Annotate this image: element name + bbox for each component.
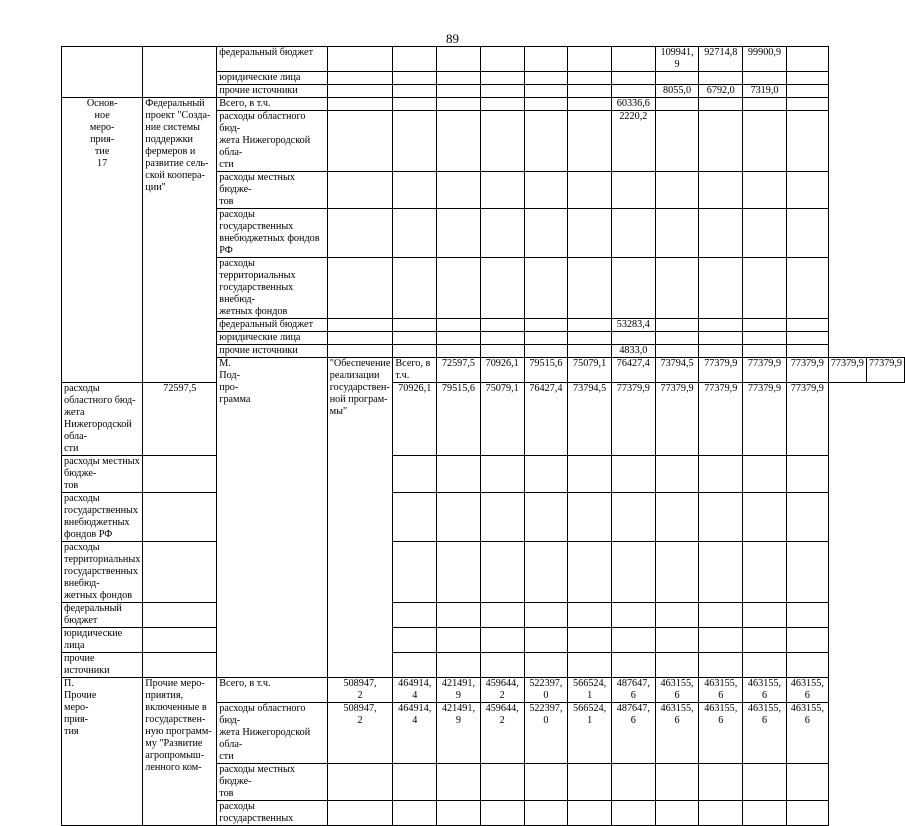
value-cell (393, 209, 437, 258)
value-cell (611, 85, 655, 98)
value-cell (743, 653, 787, 678)
row-label: расходы государственных внебюджетных фондов РФ (217, 209, 327, 258)
value-cell (480, 258, 524, 319)
value-cell: 566524, 1 (568, 703, 612, 764)
value-cell (437, 456, 481, 493)
value-cell (480, 542, 524, 603)
value-cell (327, 72, 393, 85)
value-cell (437, 764, 481, 801)
value-cell (568, 764, 612, 801)
row-label: юридические лица (217, 332, 327, 345)
value-cell (524, 493, 568, 542)
value-cell (480, 72, 524, 85)
value-cell (524, 801, 568, 826)
budget-table (61, 46, 905, 826)
value-cell (786, 653, 828, 678)
value-cell: 6792,0 (699, 85, 743, 98)
value-cell (786, 98, 828, 111)
value-cell (699, 456, 743, 493)
value-cell (655, 319, 699, 332)
value-cell: 459644, 2 (480, 703, 524, 764)
value-cell: 76427,4 (611, 358, 655, 383)
row-label: расходы областного бюд- жета Нижегородской обла- сти (217, 703, 327, 764)
value-cell (786, 72, 828, 85)
value-cell: 4833,0 (611, 345, 655, 358)
value-cell (480, 319, 524, 332)
value-cell (699, 653, 743, 678)
program-title: "Обеспечение реализации государствен- ной програм- мы" (327, 358, 393, 678)
value-cell (611, 332, 655, 345)
value-cell (655, 493, 699, 542)
value-cell (699, 345, 743, 358)
value-cell (655, 764, 699, 801)
row-label: Всего, в т.ч. (217, 678, 327, 703)
row-label: расходы местных бюдже- тов (217, 764, 327, 801)
value-cell (393, 628, 437, 653)
value-cell: 77379,9 (699, 383, 743, 456)
table-row (62, 98, 905, 111)
row-label: прочие источники (217, 345, 327, 358)
value-cell (327, 258, 393, 319)
value-cell: 92714,8 (699, 47, 743, 72)
value-cell: 463155, 6 (743, 678, 787, 703)
value-cell (699, 542, 743, 603)
value-cell (611, 456, 655, 493)
blank-cell (143, 47, 217, 98)
value-cell (437, 319, 481, 332)
row-label: Всего, в т.ч. (217, 98, 327, 111)
program-title: Федеральный проект "Созда- ние системы поддержки фермеров и развитие сель- ской коопера- ции" (143, 98, 217, 383)
value-cell (568, 332, 612, 345)
value-cell (743, 209, 787, 258)
value-cell (786, 493, 828, 542)
value-cell (786, 801, 828, 826)
value-cell (611, 603, 655, 628)
value-cell (568, 111, 612, 172)
value-cell (699, 603, 743, 628)
value-cell (655, 72, 699, 85)
row-label: расходы областного бюд- жета Нижегородской обла- сти (62, 383, 143, 456)
value-cell (480, 628, 524, 653)
value-cell (437, 345, 481, 358)
program-code: П. Прочие меро- прия- тия (62, 678, 143, 826)
value-cell (437, 111, 481, 172)
value-cell (568, 653, 612, 678)
value-cell (143, 653, 217, 678)
value-cell: 463155, 6 (655, 703, 699, 764)
value-cell (524, 628, 568, 653)
row-label: расходы областного бюд- жета Нижегородской обла- сти (217, 111, 327, 172)
value-cell (611, 542, 655, 603)
value-cell: 463155, 6 (655, 678, 699, 703)
value-cell (655, 542, 699, 603)
value-cell (743, 764, 787, 801)
table-row (62, 383, 905, 456)
value-cell (480, 764, 524, 801)
value-cell (611, 47, 655, 72)
value-cell (786, 542, 828, 603)
value-cell (786, 209, 828, 258)
row-label: расходы территориальных государственных внебюд- жетных фондов (217, 258, 327, 319)
program-code: Основ- ное меро- прия- тие 17 (62, 98, 143, 383)
row-label: расходы государственных (217, 801, 327, 826)
value-cell (524, 603, 568, 628)
value-cell (699, 332, 743, 345)
value-cell: 421491, 9 (437, 703, 481, 764)
value-cell (743, 628, 787, 653)
value-cell (611, 764, 655, 801)
value-cell: 463155, 6 (699, 703, 743, 764)
row-label: федеральный бюджет (217, 319, 327, 332)
value-cell (568, 345, 612, 358)
value-cell (327, 111, 393, 172)
value-cell: 99900,9 (743, 47, 787, 72)
value-cell (437, 628, 481, 653)
value-cell: 53283,4 (611, 319, 655, 332)
value-cell (480, 603, 524, 628)
value-cell: 77379,9 (786, 383, 828, 456)
value-cell (655, 98, 699, 111)
value-cell (699, 493, 743, 542)
value-cell (743, 258, 787, 319)
value-cell (743, 72, 787, 85)
value-cell (524, 209, 568, 258)
value-cell: 463155, 6 (786, 678, 828, 703)
value-cell: 7319,0 (743, 85, 787, 98)
value-cell (699, 258, 743, 319)
value-cell (568, 628, 612, 653)
value-cell (655, 801, 699, 826)
value-cell (568, 72, 612, 85)
value-cell: 463155, 6 (786, 703, 828, 764)
value-cell (611, 209, 655, 258)
value-cell (480, 493, 524, 542)
value-cell: 77379,9 (828, 358, 866, 383)
value-cell (611, 72, 655, 85)
value-cell (786, 628, 828, 653)
value-cell (699, 628, 743, 653)
value-cell (743, 111, 787, 172)
value-cell (699, 764, 743, 801)
value-cell: 76427,4 (524, 383, 568, 456)
value-cell: 508947, 2 (327, 703, 393, 764)
value-cell (327, 345, 393, 358)
value-cell (699, 98, 743, 111)
value-cell (393, 72, 437, 85)
value-cell (327, 47, 393, 72)
value-cell (437, 332, 481, 345)
value-cell (655, 345, 699, 358)
value-cell: 522397, 0 (524, 703, 568, 764)
value-cell (786, 332, 828, 345)
value-cell (611, 493, 655, 542)
value-cell (393, 172, 437, 209)
value-cell (480, 345, 524, 358)
value-cell (743, 98, 787, 111)
row-label: юридические лица (62, 628, 143, 653)
value-cell (743, 319, 787, 332)
value-cell (786, 603, 828, 628)
value-cell (480, 209, 524, 258)
value-cell (524, 345, 568, 358)
value-cell (568, 258, 612, 319)
row-label: прочие источники (62, 653, 143, 678)
value-cell (699, 172, 743, 209)
value-cell (743, 456, 787, 493)
value-cell: 77379,9 (655, 383, 699, 456)
table-row (62, 47, 905, 72)
row-label: Всего, в т.ч. (393, 358, 437, 383)
value-cell (327, 172, 393, 209)
table-row (62, 678, 905, 703)
page-number: 89 (446, 31, 459, 46)
value-cell (437, 209, 481, 258)
value-cell (327, 801, 393, 826)
blank-cell (62, 47, 143, 98)
value-cell (393, 345, 437, 358)
value-cell (143, 628, 217, 653)
value-cell (611, 801, 655, 826)
value-cell: 77379,9 (743, 358, 787, 383)
value-cell (393, 98, 437, 111)
value-cell: 73794,5 (655, 358, 699, 383)
value-cell: 464914, 4 (393, 678, 437, 703)
value-cell (393, 764, 437, 801)
value-cell: 522397, 0 (524, 678, 568, 703)
value-cell: 77379,9 (699, 358, 743, 383)
value-cell (786, 111, 828, 172)
value-cell (393, 542, 437, 603)
value-cell (480, 111, 524, 172)
value-cell: 75079,1 (480, 383, 524, 456)
value-cell (393, 603, 437, 628)
value-cell (524, 456, 568, 493)
value-cell (568, 172, 612, 209)
value-cell (743, 603, 787, 628)
value-cell (524, 332, 568, 345)
value-cell (393, 456, 437, 493)
table-row (62, 653, 905, 678)
value-cell (786, 319, 828, 332)
value-cell (611, 628, 655, 653)
value-cell (143, 493, 217, 542)
row-label: расходы государственных внебюджетных фондов РФ (62, 493, 143, 542)
value-cell (568, 456, 612, 493)
value-cell (437, 493, 481, 542)
value-cell (437, 542, 481, 603)
value-cell: 421491, 9 (437, 678, 481, 703)
value-cell: 463155, 6 (743, 703, 787, 764)
value-cell (480, 172, 524, 209)
row-label: расходы местных бюдже- тов (62, 456, 143, 493)
value-cell (143, 603, 217, 628)
value-cell (437, 258, 481, 319)
value-cell (327, 85, 393, 98)
value-cell: 73794,5 (568, 383, 612, 456)
value-cell (524, 542, 568, 603)
value-cell (786, 456, 828, 493)
value-cell (568, 493, 612, 542)
value-cell: 70926,1 (480, 358, 524, 383)
value-cell (327, 98, 393, 111)
value-cell: 79515,6 (524, 358, 568, 383)
program-title: Прочие меро- приятия, включенные в государствен- ную программ- му "Развитие агропромыш- ленного ком- (143, 678, 217, 826)
value-cell (699, 72, 743, 85)
value-cell (524, 653, 568, 678)
value-cell (327, 764, 393, 801)
value-cell (655, 111, 699, 172)
value-cell (437, 72, 481, 85)
value-cell (743, 542, 787, 603)
value-cell (568, 542, 612, 603)
value-cell (655, 603, 699, 628)
value-cell: 508947, 2 (327, 678, 393, 703)
value-cell (480, 653, 524, 678)
value-cell (393, 85, 437, 98)
value-cell (611, 258, 655, 319)
table-row (62, 603, 905, 628)
value-cell: 8055,0 (655, 85, 699, 98)
value-cell (786, 85, 828, 98)
value-cell (568, 801, 612, 826)
row-label: прочие источники (217, 85, 327, 98)
value-cell (568, 209, 612, 258)
value-cell (437, 603, 481, 628)
value-cell (524, 172, 568, 209)
value-cell (437, 172, 481, 209)
value-cell (743, 332, 787, 345)
value-cell (743, 493, 787, 542)
value-cell (699, 801, 743, 826)
value-cell (699, 111, 743, 172)
value-cell: 463155, 6 (699, 678, 743, 703)
row-label: федеральный бюджет (62, 603, 143, 628)
value-cell (655, 456, 699, 493)
value-cell (655, 628, 699, 653)
value-cell (743, 345, 787, 358)
value-cell (437, 47, 481, 72)
value-cell (655, 653, 699, 678)
value-cell (611, 172, 655, 209)
value-cell (743, 172, 787, 209)
value-cell (480, 98, 524, 111)
value-cell (568, 98, 612, 111)
value-cell (743, 801, 787, 826)
table-row (62, 456, 905, 493)
value-cell (524, 47, 568, 72)
value-cell (786, 345, 828, 358)
value-cell: 77379,9 (743, 383, 787, 456)
value-cell: 75079,1 (568, 358, 612, 383)
value-cell (480, 47, 524, 72)
value-cell (524, 85, 568, 98)
value-cell (393, 111, 437, 172)
value-cell (524, 72, 568, 85)
value-cell (568, 85, 612, 98)
value-cell (393, 653, 437, 678)
value-cell (786, 764, 828, 801)
value-cell: 79515,6 (437, 383, 481, 456)
value-cell (327, 332, 393, 345)
value-cell (480, 456, 524, 493)
value-cell (524, 111, 568, 172)
value-cell (568, 603, 612, 628)
table-row (62, 493, 905, 542)
value-cell: 459644, 2 (480, 678, 524, 703)
value-cell (699, 319, 743, 332)
value-cell (655, 332, 699, 345)
value-cell (327, 209, 393, 258)
value-cell (143, 456, 217, 493)
value-cell (524, 319, 568, 332)
value-cell (393, 47, 437, 72)
value-cell (393, 493, 437, 542)
value-cell (393, 258, 437, 319)
value-cell: 77379,9 (786, 358, 828, 383)
value-cell (655, 258, 699, 319)
table-row (62, 542, 905, 603)
value-cell: 60336,6 (611, 98, 655, 111)
value-cell (524, 98, 568, 111)
value-cell (568, 47, 612, 72)
value-cell: 72597,5 (143, 383, 217, 456)
row-label: расходы территориальных государственных внебюд- жетных фондов (62, 542, 143, 603)
value-cell (437, 801, 481, 826)
value-cell (437, 85, 481, 98)
value-cell (568, 319, 612, 332)
value-cell: 487647, 6 (611, 703, 655, 764)
value-cell: 77379,9 (866, 358, 904, 383)
value-cell (655, 172, 699, 209)
row-label: юридические лица (217, 72, 327, 85)
value-cell (655, 209, 699, 258)
value-cell (480, 85, 524, 98)
value-cell (437, 653, 481, 678)
value-cell (437, 98, 481, 111)
value-cell: 487647, 6 (611, 678, 655, 703)
value-cell (524, 258, 568, 319)
value-cell (480, 332, 524, 345)
row-label: федеральный бюджет (217, 47, 327, 72)
value-cell (327, 319, 393, 332)
value-cell: 72597,5 (437, 358, 481, 383)
value-cell: 2220,2 (611, 111, 655, 172)
value-cell (611, 653, 655, 678)
table-row (62, 628, 905, 653)
value-cell (143, 542, 217, 603)
value-cell (786, 258, 828, 319)
program-code: М. Под- про- грамма (217, 358, 327, 678)
value-cell (524, 764, 568, 801)
value-cell (480, 801, 524, 826)
value-cell (393, 332, 437, 345)
value-cell (786, 47, 828, 72)
value-cell: 77379,9 (611, 383, 655, 456)
value-cell: 109941, 9 (655, 47, 699, 72)
value-cell: 70926,1 (393, 383, 437, 456)
value-cell (393, 319, 437, 332)
row-label: расходы местных бюдже- тов (217, 172, 327, 209)
value-cell (786, 172, 828, 209)
value-cell: 464914, 4 (393, 703, 437, 764)
value-cell (393, 801, 437, 826)
value-cell (699, 209, 743, 258)
value-cell: 566524, 1 (568, 678, 612, 703)
